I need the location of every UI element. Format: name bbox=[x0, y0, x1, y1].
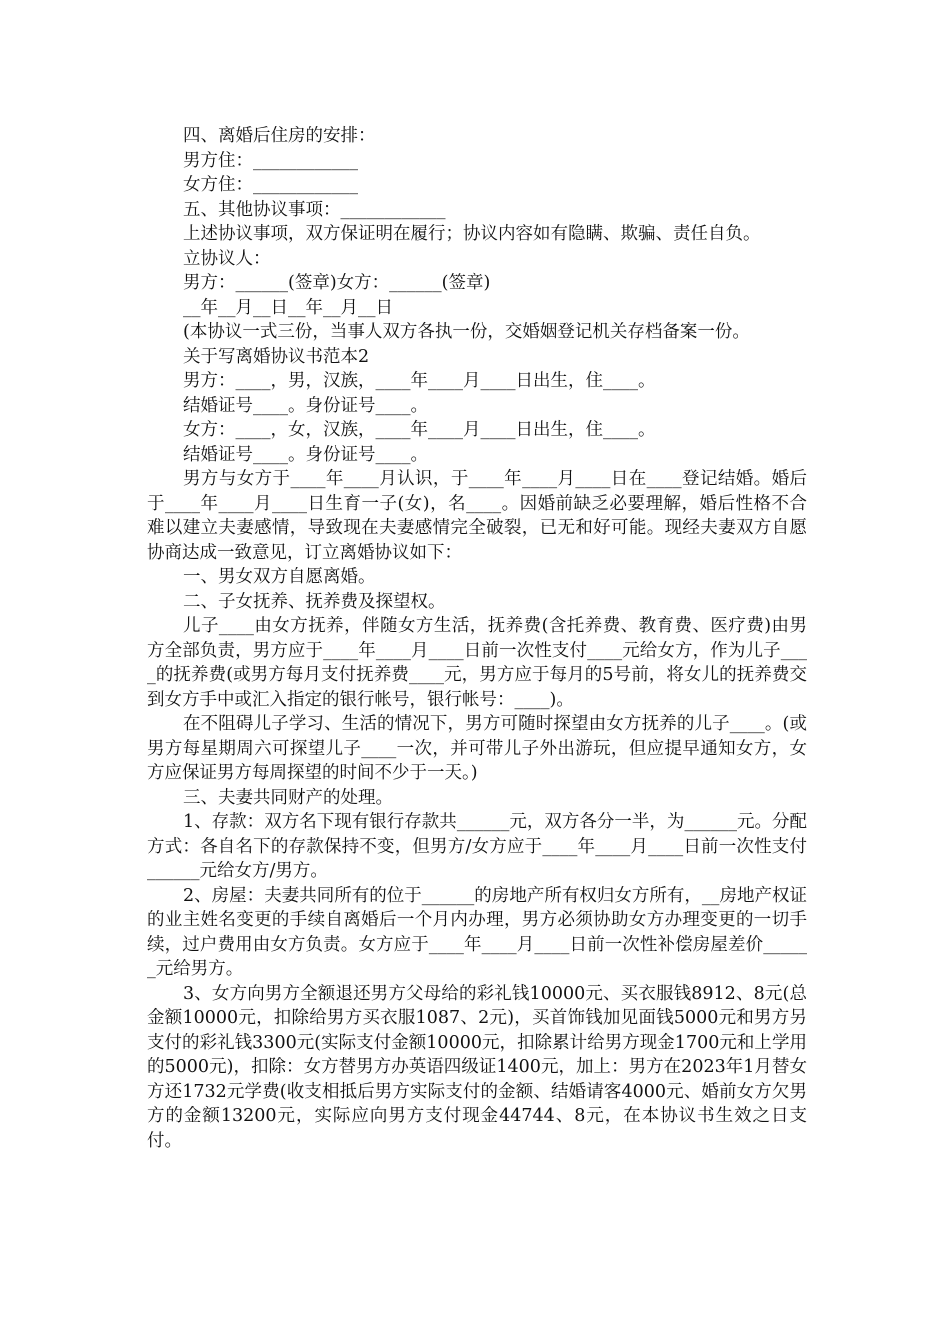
male-certificate-line: 结婚证号____。身份证号____。 bbox=[183, 395, 428, 416]
betrothal-refund-paragraph: 3、女方向男方全额退还男方父母给的彩礼钱10000元、买衣服钱8912、8元(总金额10000元，扣除给男方买衣服1087、2元)，买首饰钱加见面钱5000元和男方另支付的彩礼钱3300元(实际支付金额10000元，扣除累计给男方现金1700元和上学用的5000元)，扣除：女方替男方办英语四级证1400元，加上：男方在2023年1月替女方还1732元学费(收支相抵后男方实际支付的金额、结婚请客4000元、婚前女方欠男方的金额13200元，实际应向男方支付现金44744、8元，在本协议书生效之日支付。 bbox=[147, 983, 807, 1151]
visitation-paragraph: 在不阻碍儿子学习、生活的情况下，男方可随时探望由女方抚养的儿子____。(或男方每星期周六可探望儿子____一次，并可带儿子外出游玩，但应提早通知女方，女方应保证男方每周探望的时间不少于一天。) bbox=[147, 714, 807, 783]
deposit-paragraph: 1、存款：双方名下现有银行存款共______元，双方各分一半，为______元。分配方式：各自名下的存款保持不变，但男方/女方应于____年____月____日前一次性支付______元给女方/男方。 bbox=[147, 812, 807, 881]
female-party-info: 女方：____，女，汉族，____年____月____日出生，住____。 bbox=[183, 420, 656, 440]
male-residence-line: 男方住：____________ bbox=[183, 150, 358, 171]
date-line: __年__月__日__年__月__日 bbox=[183, 297, 393, 318]
background-paragraph: 男方与女方于____年____月认识，于____年____月____日在____登记结婚。婚后于____年____月____日生育一子(女)，名____。因婚前缺乏必要理解，婚后性格不合难以建立夫妻感情，导致现在夫妻感情完全破裂，已无和好可能。现经夫妻双方自愿协商达成一致意见，订立离婚协议如下： bbox=[147, 469, 807, 563]
male-party-info: 男方：____，男，汉族，____年____月____日出生，住____。 bbox=[183, 371, 656, 391]
copies-note: (本协议一式三份，当事人双方各执一份，交婚姻登记机关存档备案一份。 bbox=[183, 322, 750, 342]
clause-3-property-heading: 三、夫妻共同财产的处理。 bbox=[183, 787, 393, 808]
guarantee-paragraph: 上述协议事项，双方保证明在履行；协议内容如有隐瞒、欺骗、责任自负。 bbox=[183, 224, 761, 244]
female-certificate-line: 结婚证号____。身份证号____。 bbox=[183, 444, 428, 465]
clause-2-custody-heading: 二、子女抚养、抚养费及探望权。 bbox=[183, 591, 446, 612]
document-body bbox=[147, 124, 807, 1153]
heading-housing: 四、离婚后住房的安排： bbox=[183, 126, 376, 146]
section-title-sample-2: 关于写离婚协议书范本2 bbox=[183, 346, 370, 367]
signatories-label: 立协议人： bbox=[183, 248, 271, 269]
signature-line: 男方：______(签章)女方：______(签章) bbox=[183, 273, 491, 293]
female-residence-line: 女方住：____________ bbox=[183, 175, 358, 195]
heading-other-matters: 五、其他协议事项：____________ bbox=[183, 199, 446, 220]
housing-paragraph: 2、房屋：夫妻共同所有的位于______的房地产所有权归女方所有，__房地产权证的业主姓名变更的手续自离婚后一个月内办理，男方必须协助女方办理变更的一切手续，过户费用由女方负责。女方应于____年____月____日前一次性补偿房屋差价______元给男方。 bbox=[147, 885, 807, 979]
clause-1-divorce: 一、男女双方自愿离婚。 bbox=[183, 567, 376, 587]
custody-support-paragraph: 儿子____由女方抚养，伴随女方生活，抚养费(含托养费、教育费、医疗费)由男方全部负责，男方应于____年____月____日前一次性支付____元给女方，作为儿子____的抚养费(或男方每月支付抚养费____元，男方应于每月的5号前，将女儿的抚养费交到女方手中或汇入指定的银行帐号，银行帐号：____)。 bbox=[147, 616, 807, 710]
